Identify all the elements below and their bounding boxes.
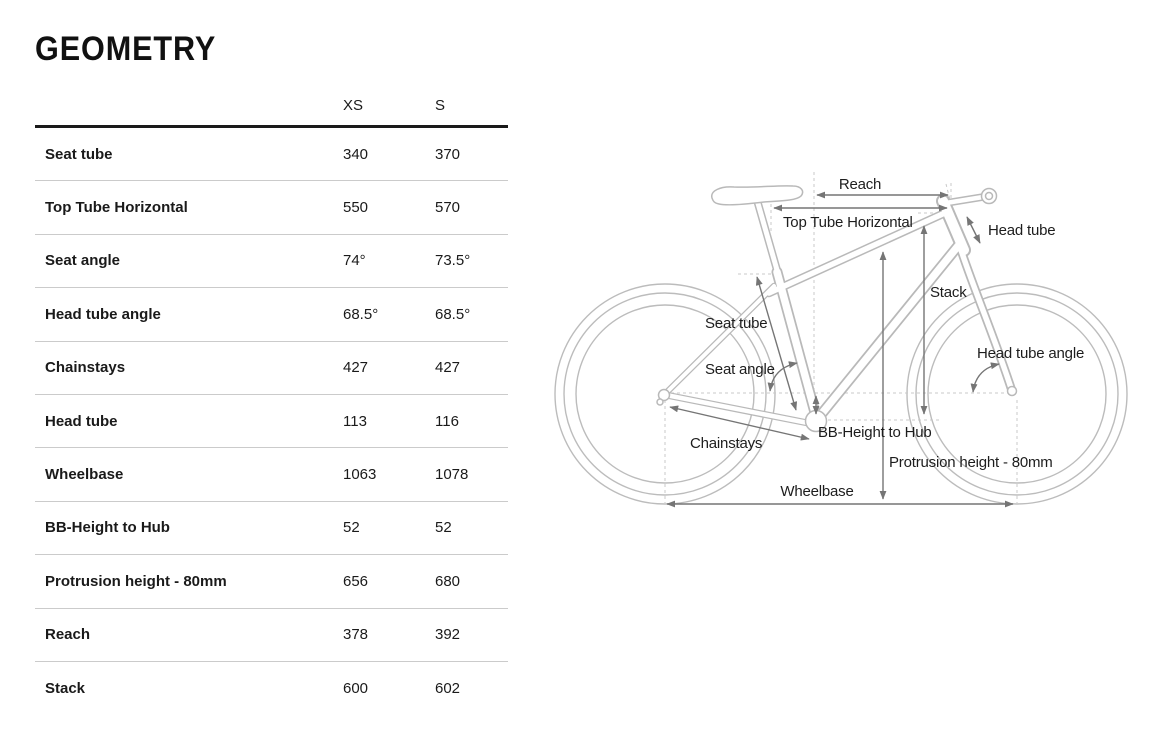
row-label: Head tube angle xyxy=(45,305,161,323)
bb-height-label: BB-Height to Hub xyxy=(818,424,932,441)
row-value-xs: 378 xyxy=(343,626,369,644)
table-row xyxy=(35,288,508,341)
row-value-xs: 656 xyxy=(343,572,369,590)
row-label: Protrusion height - 80mm xyxy=(45,572,227,590)
saddle xyxy=(712,186,803,205)
row-label: Top Tube Horizontal xyxy=(45,199,188,217)
head-tube-angle-arc xyxy=(973,364,999,392)
geometry-table xyxy=(35,85,508,715)
row-label: BB-Height to Hub xyxy=(45,519,170,537)
row-value-xs: 427 xyxy=(343,359,369,377)
table-row xyxy=(35,502,508,555)
row-label: Seat tube xyxy=(45,145,113,163)
row-value-s: 52 xyxy=(435,519,452,537)
row-value-s: 392 xyxy=(435,626,461,644)
row-label: Chainstays xyxy=(45,359,126,377)
front-dropout xyxy=(1008,387,1017,396)
reach-label: Reach xyxy=(838,176,882,193)
row-value-xs: 550 xyxy=(343,199,369,217)
table-row xyxy=(35,342,508,395)
seat-angle-label: Seat angle xyxy=(705,361,775,378)
rear-derailleur xyxy=(657,399,663,405)
column-header-xs: XS xyxy=(343,96,364,114)
row-label: Reach xyxy=(45,626,91,644)
row-value-xs: 600 xyxy=(343,680,369,698)
wheelbase-label: Wheelbase xyxy=(780,483,854,500)
row-value-xs: 340 xyxy=(343,145,369,163)
row-value-xs: 1063 xyxy=(343,466,377,484)
table-row xyxy=(35,181,508,234)
protrusion-height-label: Protrusion height - 80mm xyxy=(889,454,1053,471)
seat-tube-label: Seat tube xyxy=(705,315,768,332)
front-wheel xyxy=(907,284,1127,504)
table-row xyxy=(35,662,508,715)
row-value-s: 427 xyxy=(435,359,461,377)
head-tube-label: Head tube xyxy=(988,222,1056,239)
bike-geometry-diagram xyxy=(545,140,1171,560)
row-label: Head tube xyxy=(45,412,118,430)
row-label: Seat angle xyxy=(45,252,121,270)
row-value-s: 570 xyxy=(435,199,461,217)
chainstays-label: Chainstays xyxy=(690,435,763,452)
head-tube-arrow xyxy=(967,217,980,243)
row-value-s: 68.5° xyxy=(435,305,471,323)
table-row xyxy=(35,609,508,662)
top-tube-horizontal-label: Top Tube Horizontal xyxy=(783,214,913,231)
row-value-xs: 52 xyxy=(343,519,360,537)
row-value-s: 73.5° xyxy=(435,252,471,270)
row-value-s: 680 xyxy=(435,572,461,590)
row-value-xs: 68.5° xyxy=(343,305,379,323)
page-title: GEOMETRY xyxy=(35,30,217,68)
column-header-s: S xyxy=(435,96,446,114)
head-tube-angle-label: Head tube angle xyxy=(977,345,1085,362)
table-row xyxy=(35,128,508,181)
row-label: Wheelbase xyxy=(45,466,124,484)
row-value-xs: 113 xyxy=(343,412,367,430)
row-value-xs: 74° xyxy=(343,252,366,270)
table-row xyxy=(35,555,508,608)
stack-label: Stack xyxy=(930,284,967,301)
row-value-s: 1078 xyxy=(435,466,469,484)
row-value-s: 116 xyxy=(435,412,459,430)
row-value-s: 602 xyxy=(435,680,461,698)
table-header-row xyxy=(35,85,508,128)
table-row xyxy=(35,235,508,288)
table-row xyxy=(35,395,508,448)
table-row xyxy=(35,448,508,501)
handlebar-grip-inner xyxy=(986,193,993,200)
row-value-s: 370 xyxy=(435,145,461,163)
row-label: Stack xyxy=(45,680,86,698)
